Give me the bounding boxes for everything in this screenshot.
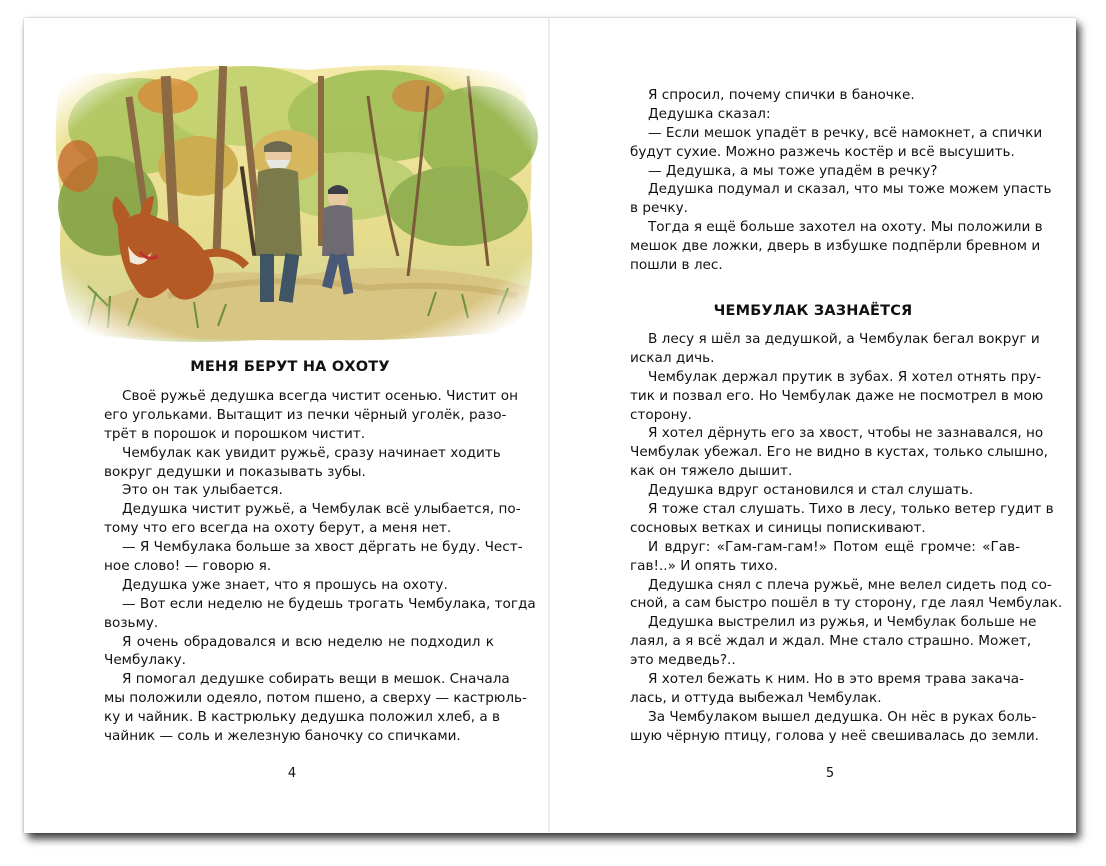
text-line: Тогда я ещё больше захотел на охоту. Мы положили в [648,219,1043,236]
text-line: Я тоже стал слушать. Тихо в лесу, только ветер гудит в [648,501,1054,518]
right-page [550,18,1076,833]
text-line: тик и позвал его. Но Чембулак даже не посмотрел в мою [630,387,1044,404]
text-line: вокруг дедушки и показывать зубы. [104,463,366,480]
text-line: За Чембулаком вышел дедушка. Он нёс в руках боль- [648,708,1037,725]
text-line: трёт в порошок и порошком чистит. [104,425,366,442]
page-number: 4 [287,766,297,781]
book-spread [24,18,1076,833]
text-line: будут сухие. Можно разжечь костёр и всё высушить. [630,143,1015,160]
text-line: мешок две ложки, дверь в избушке подпёрли бревном и [630,238,1041,255]
text-line: — Дедушка, а мы тоже упадём в речку? [648,162,938,179]
chapter-text [104,387,536,746]
text-line: Чембулак держал прутик в зубах. Я хотел отнять пру- [648,368,1042,385]
text-line: — Вот если неделю не будешь трогать Чембулака, тогда [122,595,536,612]
text-line: чайник — соль и железную баночку со спичками. [104,728,461,745]
text-line: как он тяжело дышит. [630,463,793,480]
text-line: это медведь?.. [630,652,736,669]
chapter-text-continued [630,86,1052,275]
text-line: Это он так улыбается. [122,482,283,499]
text-line: Я очень обрадовался и всю неделю не подходил к [122,633,494,650]
text-line: В лесу я шёл за дедушкой, а Чембулак бегал вокруг и [648,331,1040,347]
chapter-heading: ЧЕМБУЛАК ЗАЗНАЁТСЯ [713,303,913,319]
text-line: шую чёрную птицу, голова у неё свешивалась до земли. [630,727,1039,744]
text-line: мы положили одеяло, потом пшено, а сверху — кастрюль- [104,690,527,707]
text-line: лаял, а я всё ждал и ждал. Мне стало страшно. Может, [630,633,1032,650]
text-line: его угольками. Вытащит из печки чёрный уголёк, разо- [104,406,507,423]
text-line: гав!..» И опять тихо. [630,557,778,574]
text-line: возьму. [104,614,159,631]
text-line: Чембулаку. [104,652,186,669]
chapter-heading: МЕНЯ БЕРУТ НА ОХОТУ [190,359,390,375]
text-line: Дедушка снял с плеча ружьё, мне велел сидеть под со- [648,576,1052,593]
text-line: в речку. [630,200,688,217]
chapter-text [630,330,1063,746]
text-line: искал дичь. [630,349,715,366]
text-line: тому что его всегда на охоту берут, а меня нет. [104,520,452,537]
text-line: сной, а сам быстро пошёл в ту сторону, где лаял Чембулак. [630,595,1063,612]
text-line: ное слово! — говорю я. [104,558,272,575]
text-line: сторону. [630,406,692,423]
text-line: Дедушка уже знает, что я прошусь на охоту. [122,576,448,593]
text-line: пошли в лес. [630,257,723,274]
text-line: ку и чайник. В кастрюльку дедушка положил хлеб, а в [104,709,501,726]
text-line: — Если мешок упадёт в речку, всё намокнет, а спички [648,124,1043,141]
text-line: Дедушка сказал: [648,105,771,122]
text-line: Чембулак как увидит ружьё, сразу начинает ходить [122,444,501,461]
text-line: И вдруг: «Гам-гам-гам!» Потом ещё громче: «Гав- [648,538,1020,555]
text-line: Дедушка чистит ружьё, а Чембулак всё улыбается, по- [122,501,521,518]
text-line: сосновых ветках и синицы попискивают. [630,519,926,536]
text-line: Чембулак убежал. Его не видно в кустах, только слышно, [630,444,1048,461]
forest-hunting-illustration [48,56,538,346]
text-line: Дедушка подумал и сказал, что мы тоже можем упасть [648,181,1052,198]
text-line: Я спросил, почему спички в баночке. [648,87,915,103]
text-line: Я хотел дёрнуть его за хвост, чтобы не зазнавался, но [648,425,1044,442]
text-line: Своё ружьё дедушка всегда чистит осенью. Чистит он [122,388,518,404]
left-page [24,18,548,833]
text-line: Я хотел бежать к ним. Но в это время трава закача- [648,671,1025,688]
text-line: Дедушка вдруг остановился и стал слушать. [648,482,974,499]
text-line: лась, и оттуда выбежал Чембулак. [630,689,882,706]
text-line: — Я Чембулака больше за хвост дёргать не буду. Чест- [122,539,523,556]
page-number: 5 [825,766,835,781]
text-line: Дедушка выстрелил из ружья, и Чембулак больше не [648,614,1037,631]
text-line: Я помогал дедушке собирать вещи в мешок. Сначала [122,671,510,688]
